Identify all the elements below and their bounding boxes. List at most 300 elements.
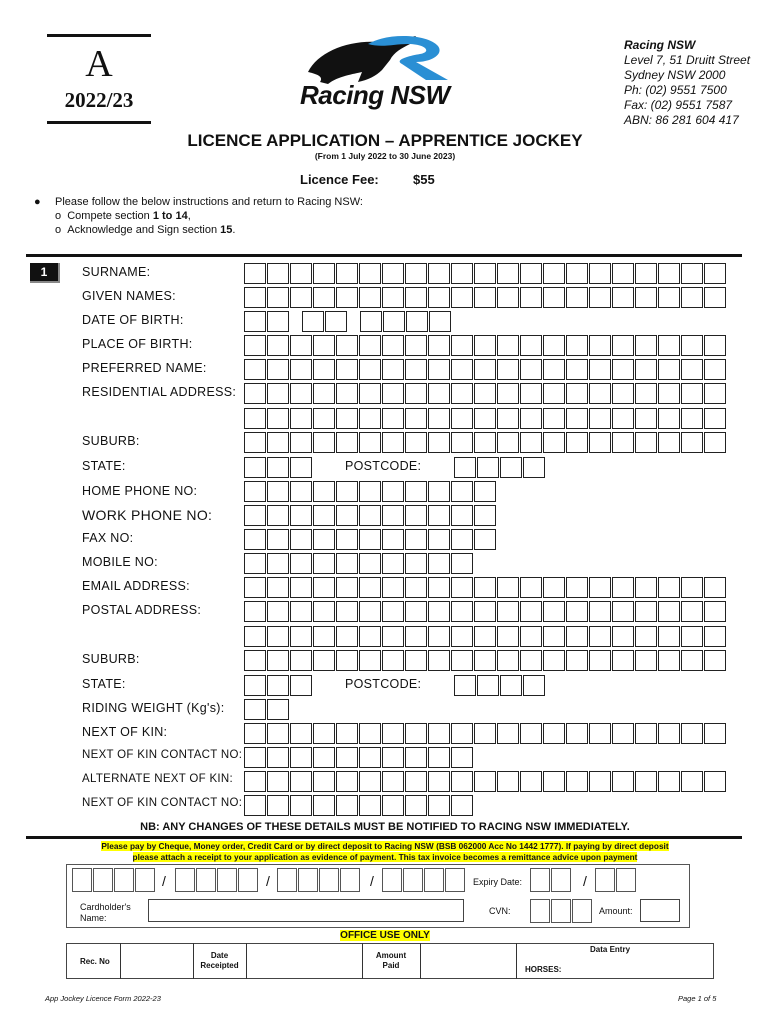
preferred-name-boxes-box[interactable] [681, 359, 703, 380]
next-of-kin-boxes-box[interactable] [359, 723, 381, 744]
expiry-month-boxes-box[interactable] [551, 868, 571, 892]
postcode-boxes-box[interactable] [454, 457, 476, 478]
given-names-boxes-box[interactable] [612, 287, 634, 308]
fax-boxes-box[interactable] [336, 529, 358, 550]
suburb-boxes-box[interactable] [566, 432, 588, 453]
suburb-boxes-box[interactable] [382, 432, 404, 453]
residential-address-boxes-2-box[interactable] [704, 408, 726, 429]
postal-address-boxes-2-box[interactable] [658, 626, 680, 647]
given-names-boxes-box[interactable] [405, 287, 427, 308]
postal-address-boxes-2-box[interactable] [566, 626, 588, 647]
postal-address-boxes-box[interactable] [405, 601, 427, 622]
surname-boxes-box[interactable] [635, 263, 657, 284]
given-names-boxes-box[interactable] [543, 287, 565, 308]
postal-address-boxes-box[interactable] [658, 601, 680, 622]
work-phone-boxes-box[interactable] [267, 505, 289, 526]
email-boxes-box[interactable] [290, 577, 312, 598]
suburb-boxes-box[interactable] [635, 432, 657, 453]
surname-boxes-box[interactable] [520, 263, 542, 284]
home-phone-boxes-box[interactable] [267, 481, 289, 502]
card-number-group-1-box[interactable] [135, 868, 155, 892]
alt-nok-boxes-box[interactable] [520, 771, 542, 792]
place-of-birth-boxes-box[interactable] [428, 335, 450, 356]
given-names-boxes-box[interactable] [290, 287, 312, 308]
alt-nok-boxes-box[interactable] [382, 771, 404, 792]
next-of-kin-boxes-box[interactable] [244, 723, 266, 744]
state-boxes-box[interactable] [290, 457, 312, 478]
work-phone-boxes-box[interactable] [428, 505, 450, 526]
residential-address-boxes-box[interactable] [704, 383, 726, 404]
postal-address-boxes-box[interactable] [451, 601, 473, 622]
residential-address-boxes-2-box[interactable] [612, 408, 634, 429]
alt-nok-boxes-box[interactable] [313, 771, 335, 792]
preferred-name-boxes-box[interactable] [405, 359, 427, 380]
preferred-name-boxes-box[interactable] [589, 359, 611, 380]
residential-address-boxes-2-box[interactable] [635, 408, 657, 429]
postcode-boxes-box[interactable] [523, 457, 545, 478]
alt-nok-boxes-box[interactable] [290, 771, 312, 792]
postal-address-boxes-box[interactable] [474, 601, 496, 622]
postal-address-boxes-2-box[interactable] [681, 626, 703, 647]
amount-input[interactable] [640, 899, 680, 922]
place-of-birth-boxes-box[interactable] [474, 335, 496, 356]
card-number-group-2-box[interactable] [217, 868, 237, 892]
preferred-name-boxes-box[interactable] [566, 359, 588, 380]
state-boxes-box[interactable] [267, 457, 289, 478]
surname-boxes-box[interactable] [267, 263, 289, 284]
given-names-boxes-box[interactable] [313, 287, 335, 308]
work-phone-boxes[interactable] [244, 505, 497, 526]
residential-address-boxes-2-box[interactable] [405, 408, 427, 429]
preferred-name-boxes-box[interactable] [428, 359, 450, 380]
suburb-2-boxes-box[interactable] [405, 650, 427, 671]
work-phone-boxes-box[interactable] [359, 505, 381, 526]
postal-address-boxes-2-box[interactable] [497, 626, 519, 647]
alt-nok-boxes-box[interactable] [681, 771, 703, 792]
mobile-boxes-box[interactable] [267, 553, 289, 574]
fax-boxes-box[interactable] [267, 529, 289, 550]
alt-nok-boxes-box[interactable] [336, 771, 358, 792]
preferred-name-boxes-box[interactable] [474, 359, 496, 380]
preferred-name-boxes[interactable] [244, 359, 727, 380]
nok-contact-2-boxes-box[interactable] [405, 795, 427, 816]
home-phone-boxes-box[interactable] [405, 481, 427, 502]
card-number-group-3-box[interactable] [319, 868, 339, 892]
card-number-group-4-box[interactable] [382, 868, 402, 892]
next-of-kin-boxes-box[interactable] [566, 723, 588, 744]
dob-month-boxes[interactable] [302, 311, 348, 332]
residential-address-boxes-box[interactable] [336, 383, 358, 404]
suburb-boxes-box[interactable] [543, 432, 565, 453]
postal-address-boxes-2-box[interactable] [474, 626, 496, 647]
nok-contact-boxes-box[interactable] [428, 747, 450, 768]
nok-contact-2-boxes-box[interactable] [267, 795, 289, 816]
given-names-boxes-box[interactable] [451, 287, 473, 308]
residential-address-boxes-2-box[interactable] [290, 408, 312, 429]
next-of-kin-boxes-box[interactable] [474, 723, 496, 744]
residential-address-boxes-box[interactable] [589, 383, 611, 404]
next-of-kin-boxes-box[interactable] [681, 723, 703, 744]
mobile-boxes-box[interactable] [359, 553, 381, 574]
state-boxes[interactable] [244, 457, 313, 478]
card-number-group-4-box[interactable] [424, 868, 444, 892]
residential-address-boxes-2-box[interactable] [474, 408, 496, 429]
place-of-birth-boxes-box[interactable] [566, 335, 588, 356]
preferred-name-boxes-box[interactable] [244, 359, 266, 380]
email-boxes-box[interactable] [244, 577, 266, 598]
work-phone-boxes-box[interactable] [474, 505, 496, 526]
surname-boxes-box[interactable] [313, 263, 335, 284]
home-phone-boxes-box[interactable] [244, 481, 266, 502]
card-number-group-3-box[interactable] [340, 868, 360, 892]
dob-day-boxes[interactable] [244, 311, 290, 332]
place-of-birth-boxes[interactable] [244, 335, 727, 356]
alt-nok-boxes-box[interactable] [359, 771, 381, 792]
email-boxes-box[interactable] [451, 577, 473, 598]
suburb-2-boxes-box[interactable] [451, 650, 473, 671]
residential-address-boxes-2[interactable] [244, 408, 727, 429]
preferred-name-boxes-box[interactable] [451, 359, 473, 380]
nok-contact-boxes-box[interactable] [405, 747, 427, 768]
email-boxes-box[interactable] [497, 577, 519, 598]
suburb-2-boxes-box[interactable] [497, 650, 519, 671]
riding-weight-boxes-box[interactable] [267, 699, 289, 720]
next-of-kin-boxes-box[interactable] [658, 723, 680, 744]
nok-contact-2-boxes-box[interactable] [313, 795, 335, 816]
email-boxes-box[interactable] [359, 577, 381, 598]
nok-contact-boxes-box[interactable] [244, 747, 266, 768]
email-boxes-box[interactable] [382, 577, 404, 598]
suburb-2-boxes-box[interactable] [244, 650, 266, 671]
cvn-boxes[interactable] [530, 899, 593, 923]
postal-address-boxes-box[interactable] [704, 601, 726, 622]
suburb-2-boxes-box[interactable] [543, 650, 565, 671]
nok-contact-boxes-box[interactable] [313, 747, 335, 768]
surname-boxes-box[interactable] [359, 263, 381, 284]
card-number-group-1-box[interactable] [114, 868, 134, 892]
home-phone-boxes-box[interactable] [336, 481, 358, 502]
residential-address-boxes-box[interactable] [428, 383, 450, 404]
home-phone-boxes-box[interactable] [428, 481, 450, 502]
residential-address-boxes-2-box[interactable] [336, 408, 358, 429]
email-boxes-box[interactable] [313, 577, 335, 598]
expiry-year-boxes-box[interactable] [595, 868, 615, 892]
surname-boxes-box[interactable] [566, 263, 588, 284]
postal-address-boxes-box[interactable] [290, 601, 312, 622]
suburb-boxes-box[interactable] [405, 432, 427, 453]
nok-contact-2-boxes-box[interactable] [451, 795, 473, 816]
nok-contact-boxes-box[interactable] [290, 747, 312, 768]
given-names-boxes-box[interactable] [428, 287, 450, 308]
surname-boxes-box[interactable] [290, 263, 312, 284]
given-names-boxes-box[interactable] [359, 287, 381, 308]
state-2-boxes-box[interactable] [290, 675, 312, 696]
postal-address-boxes-2-box[interactable] [543, 626, 565, 647]
residential-address-boxes-2-box[interactable] [589, 408, 611, 429]
postal-address-boxes-2[interactable] [244, 626, 727, 647]
given-names-boxes-box[interactable] [589, 287, 611, 308]
postal-address-boxes-box[interactable] [681, 601, 703, 622]
email-boxes-box[interactable] [520, 577, 542, 598]
card-number-group-1-box[interactable] [72, 868, 92, 892]
expiry-year-boxes[interactable] [595, 868, 637, 892]
dob-year-boxes[interactable] [360, 311, 452, 332]
residential-address-boxes-box[interactable] [267, 383, 289, 404]
next-of-kin-boxes-box[interactable] [267, 723, 289, 744]
work-phone-boxes-box[interactable] [313, 505, 335, 526]
alt-nok-boxes-box[interactable] [497, 771, 519, 792]
fax-boxes-box[interactable] [359, 529, 381, 550]
card-number-group-1[interactable] [72, 868, 156, 892]
suburb-boxes-box[interactable] [290, 432, 312, 453]
nok-contact-2-boxes-box[interactable] [244, 795, 266, 816]
email-boxes-box[interactable] [566, 577, 588, 598]
home-phone-boxes-box[interactable] [290, 481, 312, 502]
surname-boxes-box[interactable] [474, 263, 496, 284]
fax-boxes[interactable] [244, 529, 497, 550]
dob-day-boxes-box[interactable] [267, 311, 289, 332]
fax-boxes-box[interactable] [474, 529, 496, 550]
residential-address-boxes-2-box[interactable] [359, 408, 381, 429]
alt-nok-boxes-box[interactable] [474, 771, 496, 792]
postal-address-boxes-2-box[interactable] [451, 626, 473, 647]
given-names-boxes-box[interactable] [681, 287, 703, 308]
mobile-boxes-box[interactable] [428, 553, 450, 574]
mobile-boxes-box[interactable] [451, 553, 473, 574]
postal-address-boxes-box[interactable] [267, 601, 289, 622]
surname-boxes-box[interactable] [681, 263, 703, 284]
suburb-boxes-box[interactable] [359, 432, 381, 453]
surname-boxes-box[interactable] [405, 263, 427, 284]
work-phone-boxes-box[interactable] [382, 505, 404, 526]
postcode-2-boxes-box[interactable] [523, 675, 545, 696]
suburb-2-boxes-box[interactable] [566, 650, 588, 671]
suburb-boxes-box[interactable] [336, 432, 358, 453]
postal-address-boxes-box[interactable] [313, 601, 335, 622]
suburb-boxes-box[interactable] [451, 432, 473, 453]
email-boxes-box[interactable] [681, 577, 703, 598]
home-phone-boxes-box[interactable] [359, 481, 381, 502]
dob-year-boxes-box[interactable] [406, 311, 428, 332]
postcode-2-boxes[interactable] [454, 675, 546, 696]
place-of-birth-boxes-box[interactable] [382, 335, 404, 356]
alt-nok-boxes-box[interactable] [451, 771, 473, 792]
next-of-kin-boxes-box[interactable] [543, 723, 565, 744]
postal-address-boxes-box[interactable] [244, 601, 266, 622]
place-of-birth-boxes-box[interactable] [336, 335, 358, 356]
postcode-boxes[interactable] [454, 457, 546, 478]
mobile-boxes-box[interactable] [244, 553, 266, 574]
suburb-boxes-box[interactable] [474, 432, 496, 453]
postal-address-boxes-2-box[interactable] [704, 626, 726, 647]
work-phone-boxes-box[interactable] [336, 505, 358, 526]
mobile-boxes-box[interactable] [336, 553, 358, 574]
riding-weight-boxes[interactable] [244, 699, 290, 720]
suburb-2-boxes-box[interactable] [474, 650, 496, 671]
alt-nok-boxes-box[interactable] [428, 771, 450, 792]
nok-contact-2-boxes[interactable] [244, 795, 474, 816]
residential-address-boxes-2-box[interactable] [267, 408, 289, 429]
residential-address-boxes-box[interactable] [382, 383, 404, 404]
suburb-boxes-box[interactable] [589, 432, 611, 453]
alt-nok-boxes-box[interactable] [635, 771, 657, 792]
postal-address-boxes-2-box[interactable] [290, 626, 312, 647]
surname-boxes-box[interactable] [497, 263, 519, 284]
suburb-boxes-box[interactable] [520, 432, 542, 453]
next-of-kin-boxes-box[interactable] [290, 723, 312, 744]
suburb-2-boxes-box[interactable] [612, 650, 634, 671]
card-number-group-3-box[interactable] [277, 868, 297, 892]
alt-nok-boxes-box[interactable] [566, 771, 588, 792]
card-number-group-2-box[interactable] [175, 868, 195, 892]
nok-contact-2-boxes-box[interactable] [359, 795, 381, 816]
residential-address-boxes-box[interactable] [405, 383, 427, 404]
residential-address-boxes-box[interactable] [566, 383, 588, 404]
preferred-name-boxes-box[interactable] [313, 359, 335, 380]
surname-boxes-box[interactable] [589, 263, 611, 284]
state-boxes-box[interactable] [244, 457, 266, 478]
card-number-group-4[interactable] [382, 868, 466, 892]
postal-address-boxes-box[interactable] [566, 601, 588, 622]
suburb-boxes-box[interactable] [267, 432, 289, 453]
fax-boxes-box[interactable] [405, 529, 427, 550]
place-of-birth-boxes-box[interactable] [313, 335, 335, 356]
suburb-boxes-box[interactable] [658, 432, 680, 453]
preferred-name-boxes-box[interactable] [267, 359, 289, 380]
nok-contact-boxes-box[interactable] [382, 747, 404, 768]
place-of-birth-boxes-box[interactable] [267, 335, 289, 356]
home-phone-boxes-box[interactable] [474, 481, 496, 502]
home-phone-boxes-box[interactable] [451, 481, 473, 502]
email-boxes-box[interactable] [428, 577, 450, 598]
suburb-2-boxes-box[interactable] [267, 650, 289, 671]
residential-address-boxes-2-box[interactable] [451, 408, 473, 429]
cvn-boxes-box[interactable] [530, 899, 550, 923]
given-names-boxes-box[interactable] [497, 287, 519, 308]
postal-address-boxes-box[interactable] [612, 601, 634, 622]
suburb-2-boxes-box[interactable] [336, 650, 358, 671]
next-of-kin-boxes-box[interactable] [382, 723, 404, 744]
next-of-kin-boxes-box[interactable] [589, 723, 611, 744]
residential-address-boxes-box[interactable] [290, 383, 312, 404]
dob-month-boxes-box[interactable] [325, 311, 347, 332]
postal-address-boxes-box[interactable] [428, 601, 450, 622]
riding-weight-boxes-box[interactable] [244, 699, 266, 720]
alt-nok-boxes-box[interactable] [704, 771, 726, 792]
place-of-birth-boxes-box[interactable] [520, 335, 542, 356]
cvn-boxes-box[interactable] [551, 899, 571, 923]
preferred-name-boxes-box[interactable] [290, 359, 312, 380]
postcode-boxes-box[interactable] [500, 457, 522, 478]
card-number-group-1-box[interactable] [93, 868, 113, 892]
dob-month-boxes-box[interactable] [302, 311, 324, 332]
next-of-kin-boxes-box[interactable] [451, 723, 473, 744]
surname-boxes-box[interactable] [382, 263, 404, 284]
work-phone-boxes-box[interactable] [290, 505, 312, 526]
given-names-boxes[interactable] [244, 287, 727, 308]
suburb-2-boxes-box[interactable] [658, 650, 680, 671]
dob-year-boxes-box[interactable] [383, 311, 405, 332]
preferred-name-boxes-box[interactable] [543, 359, 565, 380]
mobile-boxes-box[interactable] [405, 553, 427, 574]
email-boxes-box[interactable] [704, 577, 726, 598]
postal-address-boxes-box[interactable] [543, 601, 565, 622]
next-of-kin-boxes-box[interactable] [635, 723, 657, 744]
card-number-group-3-box[interactable] [298, 868, 318, 892]
place-of-birth-boxes-box[interactable] [244, 335, 266, 356]
preferred-name-boxes-box[interactable] [382, 359, 404, 380]
residential-address-boxes-2-box[interactable] [566, 408, 588, 429]
preferred-name-boxes-box[interactable] [520, 359, 542, 380]
nok-contact-2-boxes-box[interactable] [428, 795, 450, 816]
alt-nok-boxes-box[interactable] [612, 771, 634, 792]
place-of-birth-boxes-box[interactable] [290, 335, 312, 356]
next-of-kin-boxes-box[interactable] [405, 723, 427, 744]
alt-nok-boxes-box[interactable] [405, 771, 427, 792]
next-of-kin-boxes-box[interactable] [313, 723, 335, 744]
dob-year-boxes-box[interactable] [360, 311, 382, 332]
email-boxes-box[interactable] [267, 577, 289, 598]
suburb-2-boxes-box[interactable] [704, 650, 726, 671]
nok-contact-2-boxes-box[interactable] [382, 795, 404, 816]
postal-address-boxes-box[interactable] [589, 601, 611, 622]
suburb-boxes-box[interactable] [612, 432, 634, 453]
place-of-birth-boxes-box[interactable] [612, 335, 634, 356]
residential-address-boxes-box[interactable] [635, 383, 657, 404]
postal-address-boxes-2-box[interactable] [244, 626, 266, 647]
postal-address-boxes-box[interactable] [635, 601, 657, 622]
suburb-2-boxes-box[interactable] [589, 650, 611, 671]
residential-address-boxes-2-box[interactable] [658, 408, 680, 429]
fax-boxes-box[interactable] [313, 529, 335, 550]
email-boxes-box[interactable] [336, 577, 358, 598]
place-of-birth-boxes-box[interactable] [405, 335, 427, 356]
residential-address-boxes[interactable] [244, 383, 727, 404]
postal-address-boxes-box[interactable] [336, 601, 358, 622]
postcode-2-boxes-box[interactable] [454, 675, 476, 696]
mobile-boxes-box[interactable] [313, 553, 335, 574]
residential-address-boxes-2-box[interactable] [382, 408, 404, 429]
expiry-month-boxes-box[interactable] [530, 868, 550, 892]
surname-boxes-box[interactable] [612, 263, 634, 284]
surname-boxes[interactable] [244, 263, 727, 284]
postal-address-boxes-2-box[interactable] [520, 626, 542, 647]
residential-address-boxes-box[interactable] [658, 383, 680, 404]
given-names-boxes-box[interactable] [658, 287, 680, 308]
surname-boxes-box[interactable] [451, 263, 473, 284]
cardholder-name-input[interactable] [148, 899, 464, 922]
nok-contact-2-boxes-box[interactable] [336, 795, 358, 816]
postal-address-boxes-box[interactable] [520, 601, 542, 622]
email-boxes[interactable] [244, 577, 727, 598]
next-of-kin-boxes[interactable] [244, 723, 727, 744]
next-of-kin-boxes-box[interactable] [612, 723, 634, 744]
postal-address-boxes-2-box[interactable] [635, 626, 657, 647]
suburb-2-boxes-box[interactable] [359, 650, 381, 671]
surname-boxes-box[interactable] [543, 263, 565, 284]
suburb-2-boxes-box[interactable] [681, 650, 703, 671]
email-boxes-box[interactable] [658, 577, 680, 598]
postal-address-boxes-box[interactable] [382, 601, 404, 622]
residential-address-boxes-2-box[interactable] [681, 408, 703, 429]
place-of-birth-boxes-box[interactable] [589, 335, 611, 356]
expiry-year-boxes-box[interactable] [616, 868, 636, 892]
postal-address-boxes-2-box[interactable] [359, 626, 381, 647]
alt-nok-boxes-box[interactable] [658, 771, 680, 792]
suburb-2-boxes-box[interactable] [313, 650, 335, 671]
next-of-kin-boxes-box[interactable] [336, 723, 358, 744]
mobile-boxes-box[interactable] [290, 553, 312, 574]
